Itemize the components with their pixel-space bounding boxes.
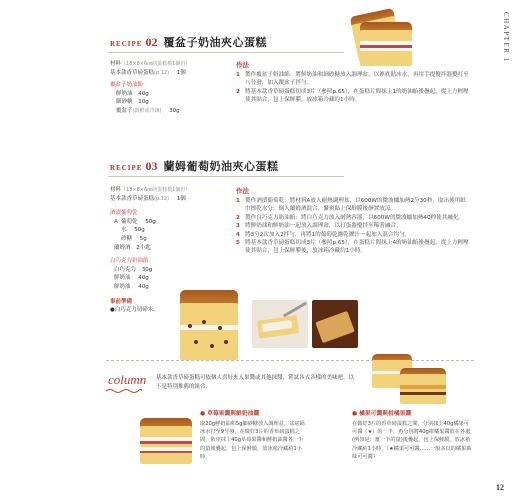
base-ref: (p.12) (154, 69, 170, 76)
method-title: 作法 (236, 61, 249, 69)
chapter-tab (498, 8, 520, 82)
materials-size: （18×8×6㎝磅蛋糕模1個份） (121, 61, 191, 67)
method-step: 1 製作覆盆子奶油餡：將鮮奶油和細砂糖放入調理盆，以裡底貼冰水，再用手提攪拌器攪打至八分發，加入覆盆子拌勻。 (236, 72, 469, 87)
ingredient-qty: 10g (138, 99, 149, 106)
ingredient-row (110, 107, 220, 116)
method-step: 5 將基本款香草磅蛋糕切成3片（參照p.65），在蛋糕片間抹上4的奶油餡後疊起，從上方輕壓使其貼合，包上保鮮膜後，放冰箱冷藏約1小時。 (236, 240, 469, 255)
method-step: 3 將鮮奶油和鮮奶油一起放入調理盆，以打蛋器攪拌至稀者融合。 (236, 223, 402, 230)
base-qty: 1個 (176, 69, 186, 76)
heading-rule (108, 176, 344, 177)
prep-title: 事前準備 (110, 298, 133, 305)
ingredient-note: (新鮮或冷凍) (132, 107, 162, 114)
column-intro: 基本款香草磅蛋糕可依個人喜好夾入果醬或其他抹醬，嘗試各式各樣的美味吧。以下是特別推薦的組合： (156, 375, 355, 390)
column-left-combo (200, 408, 308, 461)
recipe-03-method (236, 186, 470, 256)
group-mark: A (114, 218, 118, 225)
soak-title: 酒漬葡萄乾 (110, 210, 138, 217)
materials-size: （18×8×6㎝磅蛋糕模1個份） (121, 187, 191, 193)
method-step: 2 製作白巧克力奶油餡：將白巧克力放入耐熱容器，以600W的微波爐加熱40秒使其融化。 (236, 214, 465, 221)
ingredient-row (110, 235, 222, 244)
materials-title: 材料 (110, 61, 122, 67)
prep-text: ●白巧克力切碎末。 (110, 307, 159, 314)
method-title: 作法 (236, 187, 249, 195)
step-photo-wrapping (312, 300, 358, 348)
ingredient-name: 細砂糖 (116, 99, 133, 106)
ingredient-row (110, 218, 222, 227)
step-photo-spreading (252, 300, 308, 348)
base-ref: (p.12) (154, 195, 170, 202)
recipe-03-heading (110, 158, 278, 174)
column-title: column (108, 372, 147, 387)
recipe-02-heading (110, 34, 267, 50)
materials-title: 材料 (110, 187, 122, 193)
combo-title: ● 草莓果醬與鮮奶油醬 (200, 411, 260, 417)
recipe-title: 蘭姆葡萄奶油夾心蛋糕 (163, 160, 279, 173)
heading-rule (108, 52, 344, 53)
chapter-label: CHAPTER 1 (502, 12, 510, 63)
column-right-combo (352, 408, 472, 461)
ingredient-qty: 2小匙 (136, 244, 151, 251)
ingredient-row (110, 266, 222, 275)
ingredient-name: 鮮奶油 (116, 90, 133, 97)
recipe-title: 覆盆子奶油夾心蛋糕 (163, 36, 267, 49)
choc-cream-title: 白巧克力奶油餡 (110, 258, 149, 265)
ingredient-row (110, 90, 220, 99)
ingredient-name: 葡萄乾 (121, 218, 138, 225)
recipe-label: RECIPE (110, 164, 143, 172)
ingredient-qty: 40g (138, 283, 149, 290)
ingredient-name: 水 (121, 227, 127, 234)
cream-title: 覆盆子奶油餡 (110, 82, 144, 89)
method-step: 4 將3分2次加入2拌勻，再將1的葡萄乾濾乾瀝汁一起加入混合均勻。 (236, 231, 411, 238)
ingredient-qty: 40g (138, 90, 149, 97)
ingredient-row (110, 226, 222, 235)
method-step: 1 製作酒漬葡萄乾：將材料A放入耐熱調理盆，以600W的微波爐加熱2分30秒，取出後用紙巾擦乾水分，倒入蘭姆酒混合，緊密貼上保鮮膜後靜置放涼。 (236, 198, 466, 213)
ingredient-qty: 40g (138, 275, 149, 282)
column-cake-image (400, 368, 446, 404)
page-number: 12 (496, 483, 504, 492)
combo-text: 在做好3片的香草磅蛋糕之間，分別抹上40g橘果可可醬（★）的一半，再分別將40g柑橘果醬放在各處(例如是：薑一半的量)後疊起，包上保鮮膜，放冰箱冷藏約1小時。（★橘果可可醬……一般多以的橘果萬味可可醬） (352, 421, 472, 460)
combo-text: 取20g鮮奶油和5g細砂糖放入調理盆，盆底隔冰水打至9分發，在做好3片的香草磅蛋糕之間，依序抹上40g草莓果醬和鮮奶油醬各一半的量後疊起，包上保鮮膜，放冰箱冷藏約1小時。 (200, 421, 305, 460)
ingredient-qty: 30g (169, 107, 180, 114)
column-divider (106, 360, 474, 361)
ingredient-name: 鮮奶油 (114, 283, 131, 290)
ingredient-qty: 5g (139, 235, 147, 242)
base-qty: 1個 (176, 195, 186, 202)
ingredient-qty: 30g (141, 266, 153, 273)
combo-title: ● 橘果可醬與柑橘果醬 (352, 411, 412, 417)
ingredient-name: 砂糖 (121, 235, 133, 242)
ingredient-qty: 50g (134, 227, 145, 234)
method-step: 2 將基本款香草磅蛋糕切成3片（參照p.65），在蛋糕片間抹上1的奶油餡後疊起，從上方輕壓使其貼合，包上保鮮膜，放冰箱冷藏約1小時。 (236, 88, 469, 104)
recipe-number: 02 (145, 35, 158, 49)
base-cake: 基本款香草磅蛋糕 (110, 69, 155, 76)
ingredient-row (110, 274, 222, 283)
ingredient-row (110, 98, 220, 107)
recipe-02-method (236, 60, 472, 105)
strawberry-cake-image (140, 418, 192, 464)
wave-ornament-icon (106, 388, 142, 394)
recipe-label: RECIPE (110, 40, 143, 48)
base-cake: 基本款香草磅蛋糕 (110, 195, 155, 202)
recipe-number: 03 (145, 159, 158, 173)
ingredient-name: 鮮奶油 (114, 275, 131, 282)
recipe-02-materials (110, 60, 220, 116)
ingredient-name: 蘭姆酒 (114, 244, 131, 251)
ingredient-name: 白巧克力 (114, 266, 137, 273)
ingredient-name: 覆盆子 (116, 107, 133, 114)
ingredient-qty: 50g (145, 218, 156, 225)
rum-raisin-cake-image (180, 290, 238, 360)
ingredient-row (110, 244, 222, 253)
